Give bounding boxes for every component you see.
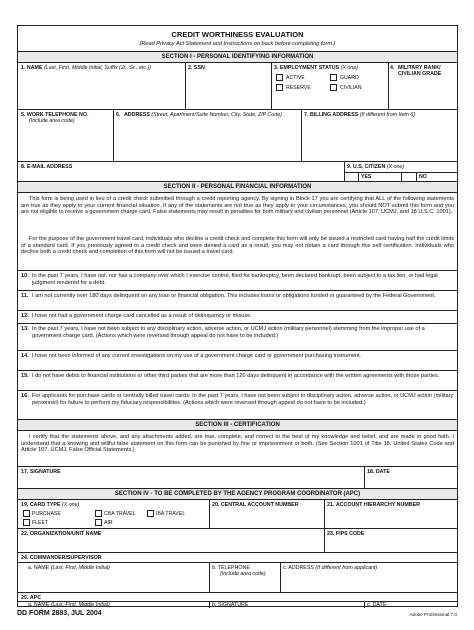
citizen-yes-box[interactable] [345, 173, 358, 181]
employment-status-label: 3. EMPLOYMENT STATUS (X one) [274, 65, 359, 71]
fleet-checkbox[interactable] [23, 519, 30, 526]
commander-telephone-field[interactable]: b. TELEPHONE (Include area code) [212, 565, 266, 578]
citizen-no-box[interactable] [402, 173, 416, 181]
air-checkbox[interactable] [95, 519, 102, 526]
cba-travel-checkbox[interactable] [95, 510, 102, 517]
statement-14: 14. I have not been informed of any current investigations on my use of a government charge card or government purchasing instrument. [21, 353, 362, 359]
commander-supervisor-label: 24. COMMANDER/SUPERVISOR [21, 555, 102, 561]
reserve-checkbox[interactable] [276, 84, 283, 91]
citizen-yes-label: YES [361, 174, 372, 180]
address-field[interactable]: 6. ADDRESS (Street, Apartment/Suite Number, City, State, ZIP Code) [116, 112, 282, 118]
email-field[interactable]: 8. E-MAIL ADDRESS [21, 164, 73, 170]
reserve-option-label: RESERVE [286, 85, 311, 91]
signature-date-field[interactable]: 18. DATE [367, 469, 390, 475]
air-option-label: AIR [104, 520, 113, 526]
iba-travel-option-label: IBA TRAVEL [156, 511, 186, 517]
rank-grade-field[interactable]: 4. MILITARY RANK/ CIVILIAN GRADE [390, 65, 442, 78]
citizen-no-label: NO [419, 174, 427, 180]
guard-checkbox[interactable] [330, 74, 337, 81]
iba-travel-checkbox[interactable] [147, 510, 154, 517]
civilian-checkbox[interactable] [330, 84, 337, 91]
apc-date-field[interactable]: c. DATE [367, 602, 387, 608]
section-2-intro-2: For the purpose of the government travel card, individuals who decline a credit check and complete this form will only be issued a restricted card having half the credit limits of a standard card. If you previously agreed to a credit check and were denied a card as a result, you may not obtain a card through this self certification. Individuals who decline both a credit check and completion of this form will not be issued a travel card. [21, 236, 454, 256]
central-account-number-field[interactable]: 20. CENTRAL ACCOUNT NUMBER [212, 502, 299, 508]
purchase-checkbox[interactable] [23, 510, 30, 517]
fips-code-field[interactable]: 23. FIPS CODE [327, 531, 365, 537]
ssn-field[interactable]: 2. SSN [188, 65, 205, 71]
name-field[interactable]: 1. NAME (Last, First, Middle Initial, Suffix (Jr., Sr., etc.)) [21, 65, 152, 71]
civilian-option-label: CIVILIAN [340, 85, 362, 91]
us-citizen-label: 9. U.S. CITIZEN (X one) [347, 164, 405, 170]
work-phone-field[interactable]: 5. WORK TELEPHONE NO. (Include area code) [21, 112, 89, 125]
account-hierarchy-number-field[interactable]: 21. ACCOUNT HIERARCHY NUMBER [327, 502, 420, 508]
credit-worthiness-form [17, 25, 458, 607]
apc-signature-field[interactable]: b. SIGNATURE [212, 602, 249, 608]
form-subtitle: (Read Privacy Act Statement and Instructions on back before completing form.) [139, 41, 336, 47]
billing-address-field[interactable]: 7. BILLING ADDRESS (If different from Item 6) [304, 112, 416, 118]
apc-name-field[interactable]: a. NAME (Last, First, Middle Initial) [28, 602, 110, 608]
organization-unit-field[interactable]: 22. ORGANIZATION/UNIT NAME [21, 531, 102, 537]
purchase-option-label: PURCHASE [32, 511, 61, 517]
statement-10: 10. In the past 7 years, I have not, nor has a company over which I exercise control, filed for bankruptcy, been declared bankrupt, been subject to a tax lien, or had legal judgment rendered for a debt. [21, 273, 438, 286]
statement-16: 16. For applicants for purchase cards or centrally billed travel cards: In the past 7 years, I have not been subject to disciplinary action, adverse action, or UCMJ action (military personnel) for failure to perform my fiduciary responsibilities. (Actions which were reversed through appeal do not have to be included.) [21, 393, 454, 406]
statement-11: 11. I am not currently over 180 days delinquent on any loan or financial obligation. This includes loans or obligations funded or guaranteed by the Federal Government. [21, 293, 436, 299]
card-type-label: 19. CARD TYPE (X one) [21, 502, 80, 508]
section-1-header: SECTION I - PERSONAL IDENTIFYING INFORMATION [18, 52, 457, 62]
commander-address-field[interactable]: c. ADDRESS (If different from applicant) [283, 565, 378, 571]
section-3-header: SECTION III - CERTIFICATION [18, 420, 457, 430]
guard-option-label: GUARD [340, 75, 359, 81]
certification-text: I certify that the statements above, and any attachments added, are true, complete, and correct to the best of my knowledge and belief, and are made in good faith. I understand that a knowing and willful false statement on this form can be punished by fine or imprisonment or both. (See Section 1001 of Title 18, United States Code and Article 107, UCMJ, False Official Statements.) [21, 434, 454, 454]
statement-13: 13. In the past 7 years, I have not been subject to any disciplinary action, adverse action, or UCMJ action (military personnel) stemming from the improper use of a government charge card. (Actions which were reversed through appeal do not have to be included.) [21, 326, 425, 339]
signature-field[interactable]: 17. SIGNATURE [21, 469, 61, 475]
fleet-option-label: FLEET [32, 520, 49, 526]
statement-15: 15. I do not have debts to financial institutions or other third parties that are more than 120 days delinquent in accordance with the written agreements with those parties. [21, 373, 440, 379]
software-version: Adobe Professional 7.0 [409, 612, 457, 617]
cba-travel-option-label: CBA TRAVEL [104, 511, 136, 517]
form-title: CREDIT WORTHINESS EVALUATION [171, 30, 304, 39]
active-checkbox[interactable] [276, 74, 283, 81]
section-2-header: SECTION II - PERSONAL FINANCIAL INFORMATION [18, 182, 457, 192]
section-2-intro-1: This form is being used in lieu of a credit check submitted through a credit reporting agency. By signing in Block 17 you are certifying that ALL of the following statements are true as they apply to your current financial situation. If any of the statements are not true as they apply to your circumstances, you should NOT submit this form and you are not eligible to receive a government charge card. False statements may result in penalties for both military and civilian personnel (Article 107, UCMJ, and 18 U.S.C. 1001). [21, 196, 454, 216]
commander-name-field[interactable]: a. NAME (Last, First, Middle Initial) [28, 565, 110, 571]
form-number: DD FORM 2883, JUL 2004 [17, 610, 102, 617]
statement-12: 12. I have not had a government charge card cancelled as a result of delinquency or misuse. [21, 313, 252, 319]
active-option-label: ACTIVE [286, 75, 305, 81]
section-4-header: SECTION IV - TO BE COMPLETED BY THE AGENCY PROGRAM COORDINATOR (APC) [18, 489, 457, 499]
apc-label: 25. APC [21, 595, 42, 601]
